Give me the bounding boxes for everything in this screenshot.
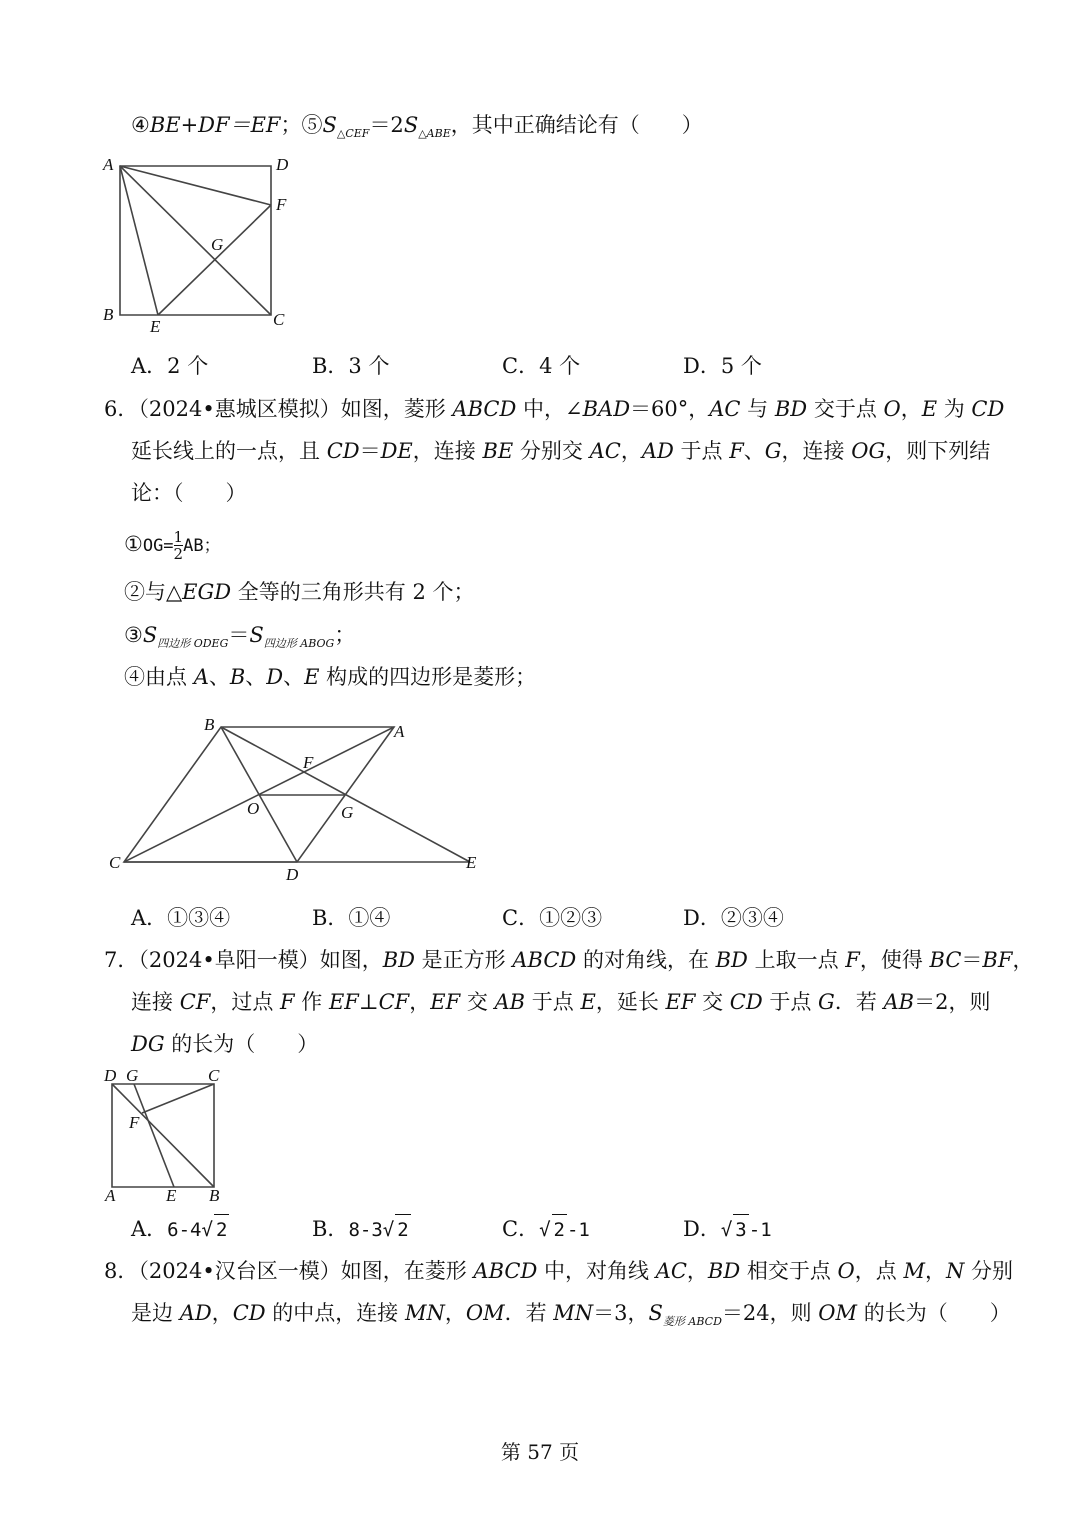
label-e: E — [466, 853, 477, 872]
q5-option-b[interactable]: B．3 个 — [312, 354, 390, 378]
label-b: B — [204, 715, 215, 734]
segment-af — [120, 166, 271, 205]
q7-square-figure — [95, 1062, 235, 1207]
diagonal-bd — [112, 1084, 214, 1187]
q6-option-c[interactable]: C．①②③ — [502, 906, 603, 930]
q6-conclusion-2: ②与△EGD 全等的三角形共有 2 个； — [124, 580, 475, 604]
label-c: C — [273, 310, 285, 329]
label-g: G — [126, 1066, 139, 1085]
q7-option-b[interactable]: B．8-3√ 2 — [312, 1214, 411, 1245]
q6-option-a[interactable]: A．①③④ — [131, 906, 231, 930]
label-e: E — [150, 317, 161, 336]
label-e: E — [166, 1186, 177, 1205]
label-d: D — [276, 155, 289, 174]
label-c: C — [109, 853, 121, 872]
q8-line-2: 是边 AD，CD 的中点，连接 MN，OM．若 MN＝3，$S_{菱形 ABCD}=24$，则 OM 的长为（ ） — [131, 1301, 1011, 1329]
q6-conclusion-1: ①OG= $\frac{1}{2}$ AB； — [124, 528, 221, 563]
q6-option-b[interactable]: B．①④ — [312, 906, 391, 930]
label-d: D — [286, 865, 299, 884]
segment-cf — [142, 1084, 214, 1113]
label-a: A — [103, 155, 114, 174]
label-d: D — [104, 1066, 117, 1085]
q5-stem-tail: ④BE+DF＝EF；$⑤S_{\triangle CEF}=2S_{\triangle ABE}$，其中正确结论有（ ） — [131, 113, 703, 141]
label-f: F — [129, 1113, 140, 1132]
label-g: G — [211, 235, 224, 254]
q5-option-a[interactable]: A．2 个 — [131, 354, 209, 378]
label-o: O — [247, 799, 260, 818]
label-a: A — [394, 722, 405, 741]
q7-option-a[interactable]: A．6-4√ 2 — [131, 1214, 229, 1245]
label-f: F — [276, 195, 287, 214]
label-b: B — [103, 305, 114, 324]
q7-line-1: 7．（2024•阜阳一模）如图，BD 是正方形 ABCD 的对角线，在 BD 上取一点 F，使得 BC＝BF， — [104, 948, 1034, 972]
q5-option-c[interactable]: C．4 个 — [502, 354, 581, 378]
segment-ae — [120, 166, 158, 315]
q6-line-2: 延长线上的一点，且 CD＝DE，连接 BE 分别交 AC，AD 于点 F、G，连接 OG，则下列结 — [131, 439, 991, 463]
page-number: 第 57 页 — [500, 1440, 580, 1464]
q5-square-figure — [95, 148, 305, 338]
q6-conclusion-4: ④由点 A、B、D、E 构成的四边形是菱形； — [124, 665, 537, 689]
q6-line-1: 6．（2024•惠城区模拟）如图，菱形 ABCD 中，∠BAD＝60°，AC 与 BD 交于点 O，E 为 CD — [104, 397, 1005, 421]
label-f: F — [303, 753, 314, 772]
label-b: B — [209, 1186, 220, 1205]
q6-rhombus-figure — [100, 710, 495, 885]
segment-ge — [134, 1084, 174, 1187]
label-a: A — [105, 1186, 116, 1205]
q6-line-3: 论：（ ） — [131, 481, 247, 505]
q7-option-c[interactable]: C．√ 2 -1 — [502, 1214, 590, 1245]
q7-option-d[interactable]: D．√ 3 -1 — [683, 1214, 772, 1245]
q7-line-3: DG 的长为（ ） — [131, 1032, 319, 1056]
label-c: C — [208, 1066, 220, 1085]
q7-line-2: 连接 CF，过点 F 作 EF⊥CF，EF 交 AB 于点 E，延长 EF 交 CD 于点 G．若 AB＝2，则 — [131, 990, 991, 1014]
q6-option-d[interactable]: D．②③④ — [683, 906, 784, 930]
diagonal-ac — [120, 166, 271, 315]
fraction-one-half: $\frac{1}{2}$ — [173, 528, 184, 563]
q8-line-1: 8．（2024•汉台区一模）如图，在菱形 ABCD 中，对角线 AC，BD 相交于点 O，点 M，N 分别 — [104, 1259, 1014, 1283]
label-g: G — [341, 803, 354, 822]
q5-option-d[interactable]: D．5 个 — [683, 354, 762, 378]
q6-conclusion-3: $③S_{四边形 ODEG}=S_{四边形 ABOG}$； — [124, 623, 356, 651]
